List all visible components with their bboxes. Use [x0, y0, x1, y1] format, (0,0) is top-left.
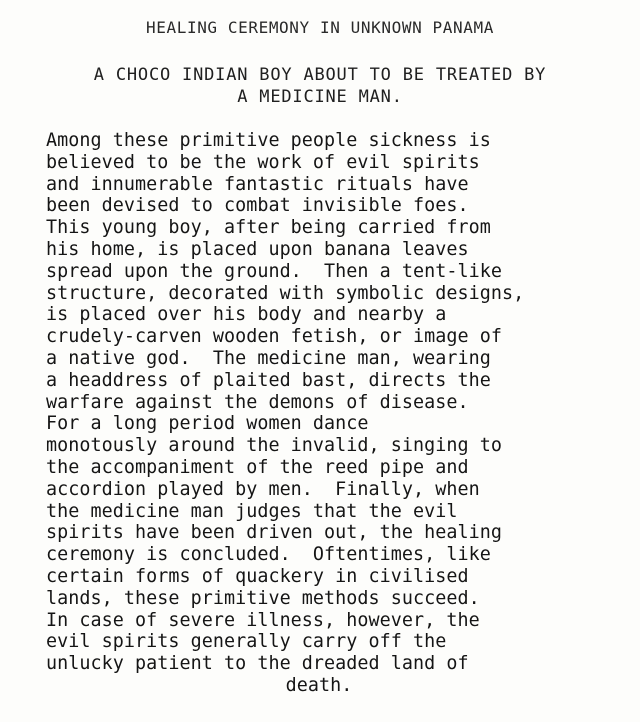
body-paragraph: [46, 130, 626, 697]
body-line: the medicine man judges that the evil: [46, 500, 458, 522]
body-line: been devised to combat invisible foes.: [46, 195, 469, 217]
body-line: his home, is placed upon banana leaves: [46, 238, 469, 260]
document-subtitle: [0, 64, 640, 108]
body-line-final: death.: [285, 674, 353, 696]
body-line: ceremony is concluded. Oftentimes, like: [46, 544, 491, 566]
body-line: For a long period women dance: [46, 413, 369, 435]
body-line: lands, these primitive methods succeed.: [46, 587, 480, 609]
body-line: crudely-carven wooden fetish, or image of: [46, 326, 503, 348]
body-line: the accompaniment of the reed pipe and: [46, 456, 469, 478]
body-line: warfare against the demons of disease.: [46, 391, 469, 413]
body-line: spread upon the ground. Then a tent-like: [46, 260, 503, 282]
body-line: structure, decorated with symbolic designs,: [46, 282, 525, 304]
body-line: Among these primitive people sickness is: [46, 130, 491, 151]
subtitle-line: A CHOCO INDIAN BOY ABOUT TO BE TREATED BY: [93, 65, 547, 85]
subtitle-line: A MEDICINE MAN.: [237, 87, 403, 107]
body-line: spirits have been driven out, the healing: [46, 522, 503, 544]
body-line: a native god. The medicine man, wearing: [46, 347, 491, 369]
body-line: accordion played by men. Finally, when: [46, 478, 480, 500]
body-line: is placed over his body and nearby a: [46, 304, 447, 326]
body-line: In case of severe illness, however, the: [46, 609, 480, 631]
body-line: unlucky patient to the dreaded land of: [46, 653, 469, 675]
body-line: monotously around the invalid, singing to: [46, 435, 503, 457]
body-line: and innumerable fantastic rituals have: [46, 173, 469, 195]
body-line: believed to be the work of evil spirits: [46, 151, 480, 173]
document-title: HEALING CEREMONY IN UNKNOWN PANAMA: [146, 18, 494, 37]
body-line: evil spirits generally carry off the: [46, 631, 447, 653]
body-line: This young boy, after being carried from: [46, 217, 491, 239]
body-line: a headdress of plaited bast, directs the: [46, 369, 491, 391]
body-line: certain forms of quackery in civilised: [46, 565, 469, 587]
